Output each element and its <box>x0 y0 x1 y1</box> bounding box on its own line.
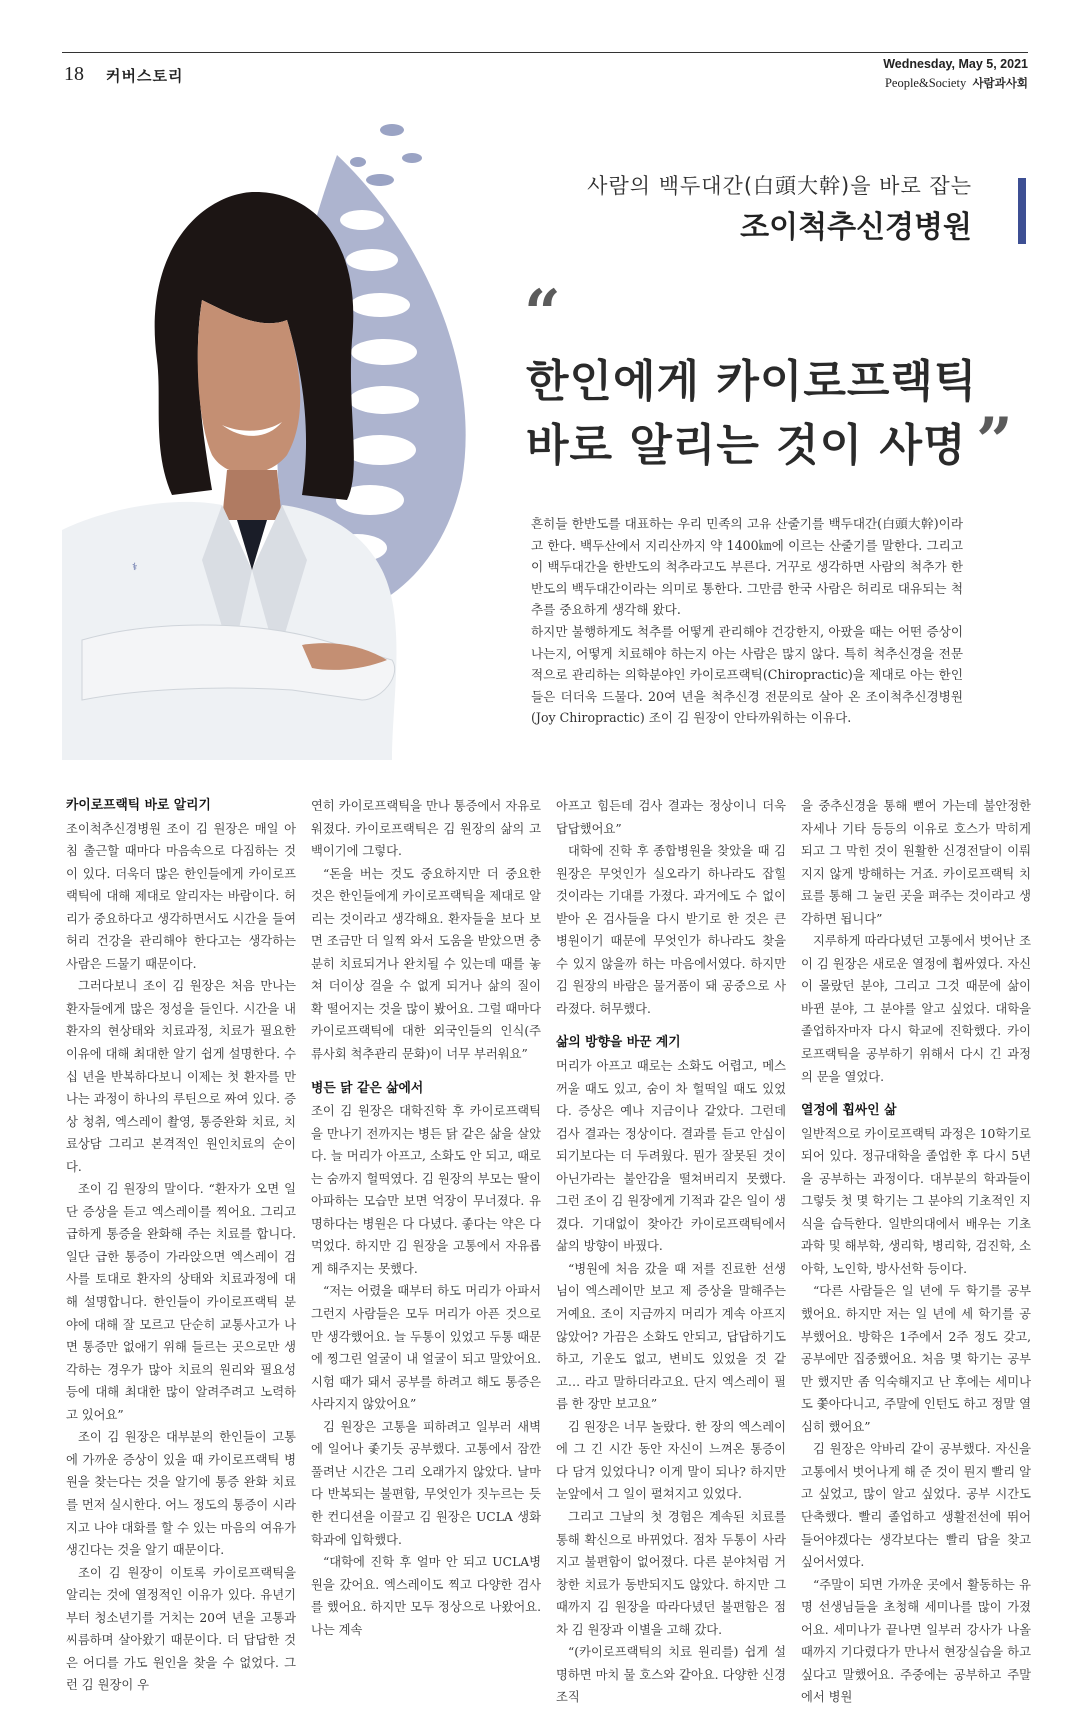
paragraph: “병원에 처음 갔을 때 저를 진료한 선생님이 엑스레이만 보고 제 증상을 말해주는 거예요. 조이 지금까지 머리가 계속 아프지 않았어? 가끔은 소화도 안되고, 답답하기도 하고, 기운도 없고, 변비도 있었을 것 같고… 라고 말하더라고요. 단지 엑스레이 필름 한 장만 보고요” <box>556 1261 786 1412</box>
issue-date: Wednesday, May 5, 2021 <box>883 57 1028 71</box>
paragraph: “(카이로프랙틱의 치료 원리를) 쉽게 설명하면 마치 물 호스와 같아요. 다양한 신경조직 <box>556 1645 786 1705</box>
paragraph: 김 원장은 너무 놀랐다. 한 장의 엑스레이에 그 긴 시간 동안 자신이 느껴온 통증이 다 담겨 있었다니? 이게 말이 되나? 하지만 눈앞에서 그 일이 펼쳐지고 있었다. <box>556 1419 786 1502</box>
article-body <box>66 795 1032 1705</box>
subheading: 카이로프랙틱 바로 알리기 <box>66 798 211 813</box>
paragraph: “다른 사람들은 일 년에 두 학기를 공부했어요. 하지만 저는 일 년에 세 학기를 공부했어요. 방학은 1주에서 2주 정도 갖고, 공부에만 집중했어요. 처음 몇 학기는 공부만 했지만 좀 익숙해지고 난 후에는 세미나도 쫓아다니고, 주말에 인턴도 하고 정말 열심히 했어요” <box>801 1284 1031 1434</box>
close-quote-mark: ” <box>976 404 1013 479</box>
paragraph: “돈을 버는 것도 중요하지만 더 중요한 것은 한인들에게 카이로프랙틱을 제대로 알리는 것이라고 생각해요. 환자들을 보다 보면 조금만 더 일찍 와서 도움을 받았으면 충분히 치료되거나 완치될 수 있는데 때를 놓쳐 더이상 걸을 수 없게 되거나 삶의 질이 확 떨어지는 것을 많이 봤어요. 그럴 때마다 카이로프랙틱에 대한 외국인들의 인식(주류사회 척추관리 문화)이 너무 부러워요” <box>311 866 541 1062</box>
publication-name <box>885 75 1028 91</box>
paragraph: 김 원장은 고통을 피하려고 일부러 새벽에 일어나 좇기듯 공부했다. 고통에서 잠깐 풀려난 시간은 그리 오래가지 않았다. 날마다 반복되는 불편함, 무엇인가 짓누르는 듯한 컨디션을 이끌고 김 원장은 UCLA 생화학과에 입학했다. <box>311 1419 541 1547</box>
paragraph: 조이 김 원장이 이토록 카이로프랙틱을 알리는 것에 열정적인 이유가 있다. 유년기부터 청소년기를 거치는 20여 년을 고통과 씨름하며 살아왔기 때문이다. 더 답답한 것은 어디를 가도 원인을 찾을 수 없었다. 그런 김 원장이 우 <box>66 1565 296 1693</box>
article-column-1 <box>66 795 296 1697</box>
paragraph: 을 중추신경을 통해 뻗어 가는데 불안정한 자세나 기타 등등의 이유로 호스가 막히게 되고 그 막힌 것이 원활한 신경전달이 이뤄지지 않게 방해하는 거죠. 카이로프랙틱 치료를 통해 그 눌린 곳을 펴주는 것이라고 생각하면 됩니다” <box>801 799 1031 926</box>
paragraph: 연히 카이로프랙틱을 만나 통증에서 자유로워졌다. 카이로프랙틱은 김 원장의 삶의 고백이기에 그렇다. <box>311 799 541 859</box>
page-header <box>62 52 1028 95</box>
section-title: 커버스토리 <box>106 67 184 85</box>
clinic-name: 조이척추신경병원 <box>740 210 972 245</box>
vertebrae-top <box>350 124 422 186</box>
article-column-2 <box>311 795 541 1641</box>
paragraph: 지루하게 따라다녔던 고통에서 벗어난 조이 김 원장은 새로운 열정에 휩싸였다. 자신이 몰랐던 분야, 그리고 그것 때문에 삶이 바뀐 분야, 그 분야를 알고 싶었다. 대학을 졸업하자마자 다시 학교에 진학했다. 카이로프랙틱을 공부하기 위해서 다시 긴 과정의 문을 열었다. <box>801 934 1031 1084</box>
intro-paragraph-1: 흔히들 한반도를 대표하는 우리 민족의 고유 산줄기를 백두대간(白頭大幹)이라고 한다. 백두산에서 지리산까지 약 1400㎞에 이르는 산줄기를 말한다. 그리고 이 백두대간을 한반도의 척추라고도 부른다. 거꾸로 생각하면 사람의 척추가 한반도의 백두대간이라는 의미로 통한다. 그만큼 한국 사람은 허리로 대유되는 척추를 중요하게 생각해 왔다. <box>531 516 963 618</box>
subheading: 삶의 방향을 바꾼 계기 <box>556 1035 681 1051</box>
paragraph: 김 원장은 악바리 같이 공부했다. 자신을 고통에서 벗어나게 해 준 것이 뭔지 빨리 알고 싶었고, 많이 알고 싶었다. 공부 시간도 단축했다. 빨리 졸업하고 생활전선에 뛰어들어야겠다는 생각보다는 빨리 답을 찾고 싶어서였다. <box>801 1442 1031 1570</box>
headline-line-2: 바로 알리는 것이 사명 <box>526 420 967 471</box>
page-number: 18 <box>64 63 84 85</box>
svg-text:⚕: ⚕ <box>132 562 138 573</box>
paragraph: 그리고 그날의 첫 경험은 계속된 치료를 통해 확신으로 바뀌었다. 점차 두통이 사라지고 불편함이 없어졌다. 다른 분야처럼 거창한 치료가 동반되지도 않았다. 하지만 그 때까지 김 원장을 따라다녔던 불편함은 점차 김 원장과 이별을 고해 갔다. <box>556 1509 786 1637</box>
paragraph: 조이 김 원장의 말이다. “환자가 오면 일단 증상을 듣고 엑스레이를 찍어요. 그리고 급하게 통증을 완화해 주는 치료를 합니다. 일단 급한 통증이 가라앉으면 엑스레이 검사를 토대로 환자의 상태와 치료과정에 대해 설명합니다. 한인들이 카이로프랙틱 분야에 대해 잘 모르고 단순히 교통사고가 나면 통증만 없애기 위해 들르는 곳으로만 생각하는 경우가 많아 치료의 원리와 필요성 등에 대해 최대한 많이 알려주려고 노력하고 있어요” <box>66 1182 296 1422</box>
paragraph: “저는 어렸을 때부터 하도 머리가 아파서 그런지 사람들은 모두 머리가 아픈 것으로만 생각했어요. 늘 두통이 있었고 두통 때문에 찡그린 얼굴이 내 얼굴이 되고 말았어요. 시험 때가 돼서 공부를 하려고 해도 통증은 사라지지 않았어요” <box>311 1284 541 1412</box>
headline-line-1: 한인에게 카이로프랙틱 <box>526 356 978 407</box>
paragraph: 그러다보니 조이 김 원장은 처음 만나는 환자들에게 많은 정성을 들인다. 시간을 내 환자의 현상태와 치료과정, 치료가 필요한 이유에 대해 최대한 알기 쉽게 설명한다. 수 십 년을 반복하다보니 이제는 첫 환자를 만나는 과정이 하나의 루틴으로 짜여 있다. 증상 청취, 엑스레이 촬영, 통증완화 치료, 치료상담 그리고 본격적인 원인치료의 순이다. <box>66 979 296 1174</box>
paragraph: 아프고 힘든데 검사 결과는 정상이니 더욱 답답했어요” <box>556 799 786 836</box>
intro-paragraph-2: 하지만 불행하게도 척추를 어떻게 관리해야 건강한지, 아팠을 때는 어떤 증상이 나는지, 어떻게 치료해야 하는지 아는 사람은 많지 않다. 특히 척추신경을 전문적으로 관리하는 의학분야인 카이로프랙틱(Chiropractic)을 제대로 아는 한인들은 더더욱 드물다. 20여 년을 척추신경 전문의로 살아 온 조이척추신경병원(Joy Chiropractic) 조이 김 원장이 안타까워하는 이유다. <box>531 623 963 726</box>
open-quote-mark: “ <box>524 276 561 351</box>
paragraph: 조이 김 원장은 대학진학 후 카이로프랙틱을 만나기 전까지는 병든 닭 같은 삶을 살았다. 늘 머리가 아프고, 소화도 안 되고, 때로는 숨까지 헐떡였다. 김 원장의 부모는 딸이 아파하는 모습만 보면 억장이 무너졌다. 유명하다는 병원은 다 다녔다. 좋다는 약은 다 먹었다. 하지만 김 원장을 고통에서 자유롭게 해주지는 못했다. <box>311 1104 541 1276</box>
paragraph: 조이 김 원장은 대부분의 한인들이 고통에 가까운 증상이 있을 때 카이로프랙틱 병원을 찾는다는 것을 알기에 통증 완화 치료를 먼저 실시한다. 어느 정도의 통증이 시라지고 나야 대화를 할 수 있는 마음의 여유가 생긴다는 것을 알기 때문이다. <box>66 1430 296 1558</box>
portrait-face <box>198 300 301 474</box>
subheading: 열정에 휩싸인 삶 <box>801 1103 897 1119</box>
accent-bar <box>1018 178 1026 244</box>
subheading: 병든 닭 같은 삶에서 <box>311 1080 424 1096</box>
paragraph: “대학에 진학 후 얼마 안 되고 UCLA병원을 갔어요. 엑스레이도 찍고 다양한 검사를 했어요. 하지만 모두 정상으로 나왔어요. 나는 계속 <box>311 1555 541 1637</box>
intro-text <box>531 513 963 729</box>
paragraph: “주말이 되면 가까운 곳에서 활동하는 유명 선생님들을 초청해 세미나를 많이 가졌어요. 세미나가 끝나면 일부러 강사가 나올 때까지 기다렸다가 만나서 현장실습을 하고 싶다고 말했어요. 주중에는 공부하고 주말에서 병원 <box>801 1577 1031 1705</box>
article-column-4 <box>801 795 1031 1709</box>
article-column-3 <box>556 795 786 1709</box>
headline <box>526 350 977 478</box>
publication-name-kr: 사람과사회 <box>972 76 1028 90</box>
publication-name-en: People&Society <box>884 76 967 90</box>
paragraph: 일반적으로 카이로프랙틱 과정은 10학기로 되어 있다. 정규대학을 졸업한 후 다시 5년을 공부하는 과정이다. 대부분의 학과들이 그렇듯 첫 몇 학기는 그 분야의 기초적인 지식을 습득한다. 일반의대에서 배우는 기초과학 및 해부학, 생리학, 병리학, 검진학, 소아학, 노인학, 방사선학 등이다. <box>801 1126 1031 1276</box>
paragraph: 대학에 진학 후 종합병원을 찾았을 때 김 원장은 무엇인가 실오라기 하나라도 잡힐 것이라는 기대를 가졌다. 과거에도 수 없이 받아 온 검사들을 다시 받기로 한 것은 큰 병원이기 때문에 무엇인가 하나라도 찾을 수 있지 않을까 하는 마음에서였다. 하지만 김 원장의 바람은 물거품이 돼 공중으로 사라졌다. 허무했다. <box>556 844 786 1016</box>
paragraph: 조이척추신경병원 조이 김 원장은 매일 아침 출근할 때마다 마음속으로 다짐하는 것이 있다. 더욱더 많은 한인들에게 카이로프랙틱에 대해 제대로 알리자는 바람이다. 허리가 중요하다고 생각하면서도 시간을 들여 허리 건강을 관리해야 한다고는 생각하는 사람은 드물기 때문이다. <box>66 821 296 971</box>
paragraph: 머리가 아프고 때로는 소화도 어렵고, 메스꺼울 때도 있고, 숨이 차 헐떡일 때도 있었다. 증상은 예나 지금이나 같았다. 그런데 검사 결과는 정상이다. 결과를 듣고 안심이 되기보다는 더 두려웠다. 뭔가 잘못된 것이 아닌가라는 불안감을 떨쳐버리지 못했다. 그런 조이 김 원장에게 기적과 같은 일이 생겼다. 기대없이 찾아간 카이로프랙틱에서 삶의 방향이 바꿨다. <box>556 1059 786 1254</box>
feature-kicker: 사람의 백두대간(白頭大幹)을 바로 잡는 <box>587 174 972 198</box>
